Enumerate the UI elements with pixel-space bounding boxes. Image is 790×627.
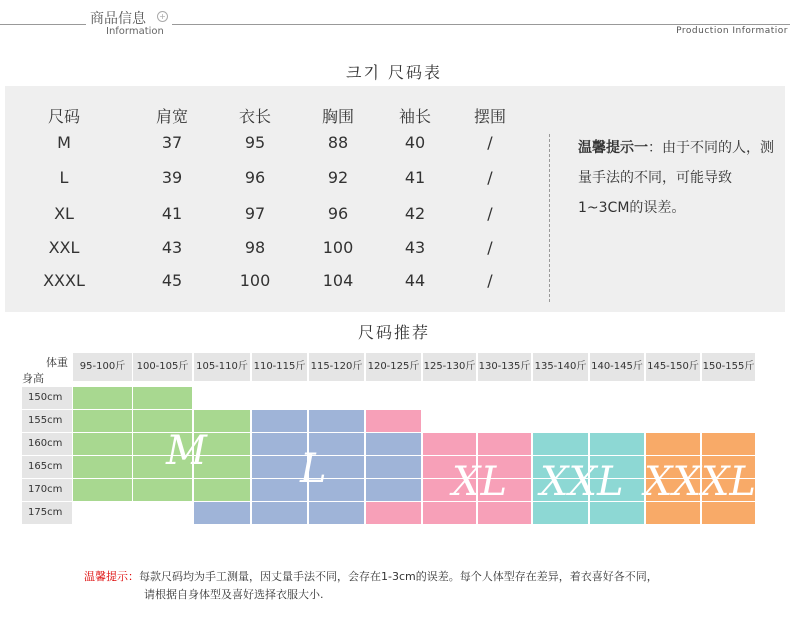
size-table-cell: 44 <box>404 271 426 290</box>
size-cell-xl <box>478 433 531 455</box>
size-cell-m <box>73 410 132 432</box>
corner-height-label: 身高 <box>22 372 44 385</box>
size-cell-l <box>309 410 364 432</box>
size-cell-l <box>366 433 421 455</box>
size-cell-xl <box>366 410 421 432</box>
size-table-cell: 37 <box>161 133 183 152</box>
size-cell-l <box>366 479 421 501</box>
size-table-cell: M <box>57 133 71 152</box>
size-table-cell: XXXL <box>43 271 85 290</box>
size-cell-xxl <box>590 433 644 455</box>
plus-circle-icon: + <box>157 11 168 22</box>
header-line-left <box>0 24 86 25</box>
size-table-cell: 98 <box>244 238 266 257</box>
size-cell-m <box>133 387 192 409</box>
size-cell-m <box>73 387 132 409</box>
weight-column-header: 100-105斤 <box>133 353 192 381</box>
size-table-cell: XXL <box>48 238 80 257</box>
size-table-cell: 41 <box>404 168 426 187</box>
size-cell-m <box>73 456 132 478</box>
height-row-header: 150cm <box>22 387 72 409</box>
size-cell-l <box>252 479 307 501</box>
size-cell-xl <box>478 502 531 524</box>
size-cell-xxxl <box>702 433 755 455</box>
size-cell-xl <box>423 502 476 524</box>
size-cell-xl <box>366 502 421 524</box>
size-label-xxl: XXL <box>540 459 624 505</box>
header-cn-title: 商品信息 <box>90 11 146 27</box>
weight-column-header: 140-145斤 <box>590 353 644 381</box>
header-en-title: Information <box>106 26 164 37</box>
size-cell-xl <box>423 433 476 455</box>
size-table-cell: 43 <box>161 238 183 257</box>
size-cell-m <box>73 479 132 501</box>
header-line-right <box>172 24 790 25</box>
size-table-cell: 45 <box>161 271 183 290</box>
size-table-header: 袖长 <box>399 107 432 126</box>
size-cell-xxl <box>533 433 588 455</box>
header-right-title: Production Informatior <box>676 26 788 36</box>
weight-column-header: 125-130斤 <box>423 353 476 381</box>
size-cell-xxl <box>533 502 588 524</box>
tip-label: 温馨提示一 <box>578 140 648 156</box>
size-table-title: 크기 尺码表 <box>346 63 442 82</box>
corner-weight-label: 体重 <box>46 356 68 369</box>
size-table-cell: XL <box>54 204 74 223</box>
tip-text: ：由于不同的人，测量手法的不同，可能导致1~3CM的误差。 <box>578 140 774 216</box>
footer-label: 温馨提示： <box>84 570 139 583</box>
size-cell-xxxl <box>646 502 700 524</box>
size-cell-l <box>252 456 307 478</box>
size-table-cell: L <box>59 168 69 187</box>
size-table-cell: 96 <box>327 204 349 223</box>
weight-column-header: 110-115斤 <box>252 353 307 381</box>
size-cell-m <box>194 479 250 501</box>
size-table-cell: 100 <box>239 271 271 290</box>
size-cell-m <box>133 479 192 501</box>
weight-column-header: 95-100斤 <box>73 353 132 381</box>
size-table-header: 衣长 <box>239 107 272 126</box>
weight-column-header: 120-125斤 <box>366 353 421 381</box>
weight-column-header: 130-135斤 <box>478 353 531 381</box>
tip-box <box>578 133 778 223</box>
divider <box>549 134 550 302</box>
size-cell-xxxl <box>646 433 700 455</box>
size-cell-l <box>252 502 307 524</box>
size-table-cell: 96 <box>244 168 266 187</box>
height-row-header: 175cm <box>22 502 72 524</box>
size-table-header: 摆围 <box>474 107 507 126</box>
size-label-xl: XL <box>452 459 508 505</box>
size-label-l: L <box>300 446 327 492</box>
size-table-cell: 88 <box>327 133 349 152</box>
size-label-xxxl: XXXL <box>644 459 756 505</box>
height-row-header: 170cm <box>22 479 72 501</box>
height-row-header: 165cm <box>22 456 72 478</box>
size-cell-xxxl <box>702 502 755 524</box>
size-cell-m <box>73 433 132 455</box>
size-table-cell: / <box>487 238 493 257</box>
size-table-cell: 97 <box>244 204 266 223</box>
size-table-cell: 43 <box>404 238 426 257</box>
size-table-cell: 40 <box>404 133 426 152</box>
size-table-cell: 104 <box>322 271 354 290</box>
size-table-header: 尺码 <box>48 107 81 126</box>
size-cell-l <box>309 502 364 524</box>
size-table-cell: 39 <box>161 168 183 187</box>
size-cell-l <box>366 456 421 478</box>
size-table-cell: 95 <box>244 133 266 152</box>
size-table-cell: / <box>487 168 493 187</box>
size-cell-l <box>252 410 307 432</box>
size-table-cell: 100 <box>322 238 354 257</box>
weight-column-header: 115-120斤 <box>309 353 364 381</box>
size-table-cell: / <box>487 133 493 152</box>
weight-column-header: 150-155斤 <box>702 353 755 381</box>
size-label-m: M <box>166 428 207 474</box>
footer-line2: 请根据自身体型及喜好选择衣服大小. <box>144 588 324 601</box>
size-table-cell: / <box>487 271 493 290</box>
size-cell-l <box>194 502 250 524</box>
size-table-header: 肩宽 <box>156 107 189 126</box>
recommend-title: 尺码推荐 <box>358 323 431 342</box>
height-row-header: 155cm <box>22 410 72 432</box>
size-cell-xxl <box>590 502 644 524</box>
height-row-header: 160cm <box>22 433 72 455</box>
size-table-cell: 42 <box>404 204 426 223</box>
weight-column-header: 135-140斤 <box>533 353 588 381</box>
weight-column-header: 105-110斤 <box>194 353 250 381</box>
size-table-header: 胸围 <box>322 107 355 126</box>
size-table-cell: 92 <box>327 168 349 187</box>
weight-column-header: 145-150斤 <box>646 353 700 381</box>
size-table-cell: / <box>487 204 493 223</box>
size-table-cell: 41 <box>161 204 183 223</box>
footer-line1: 每款尺码均为手工测量，因丈量手法不同，会存在1-3cm的误差。每个人体型存在差异，着衣喜好各不同， <box>139 570 658 583</box>
size-cell-l <box>252 433 307 455</box>
footer-note <box>84 568 658 604</box>
